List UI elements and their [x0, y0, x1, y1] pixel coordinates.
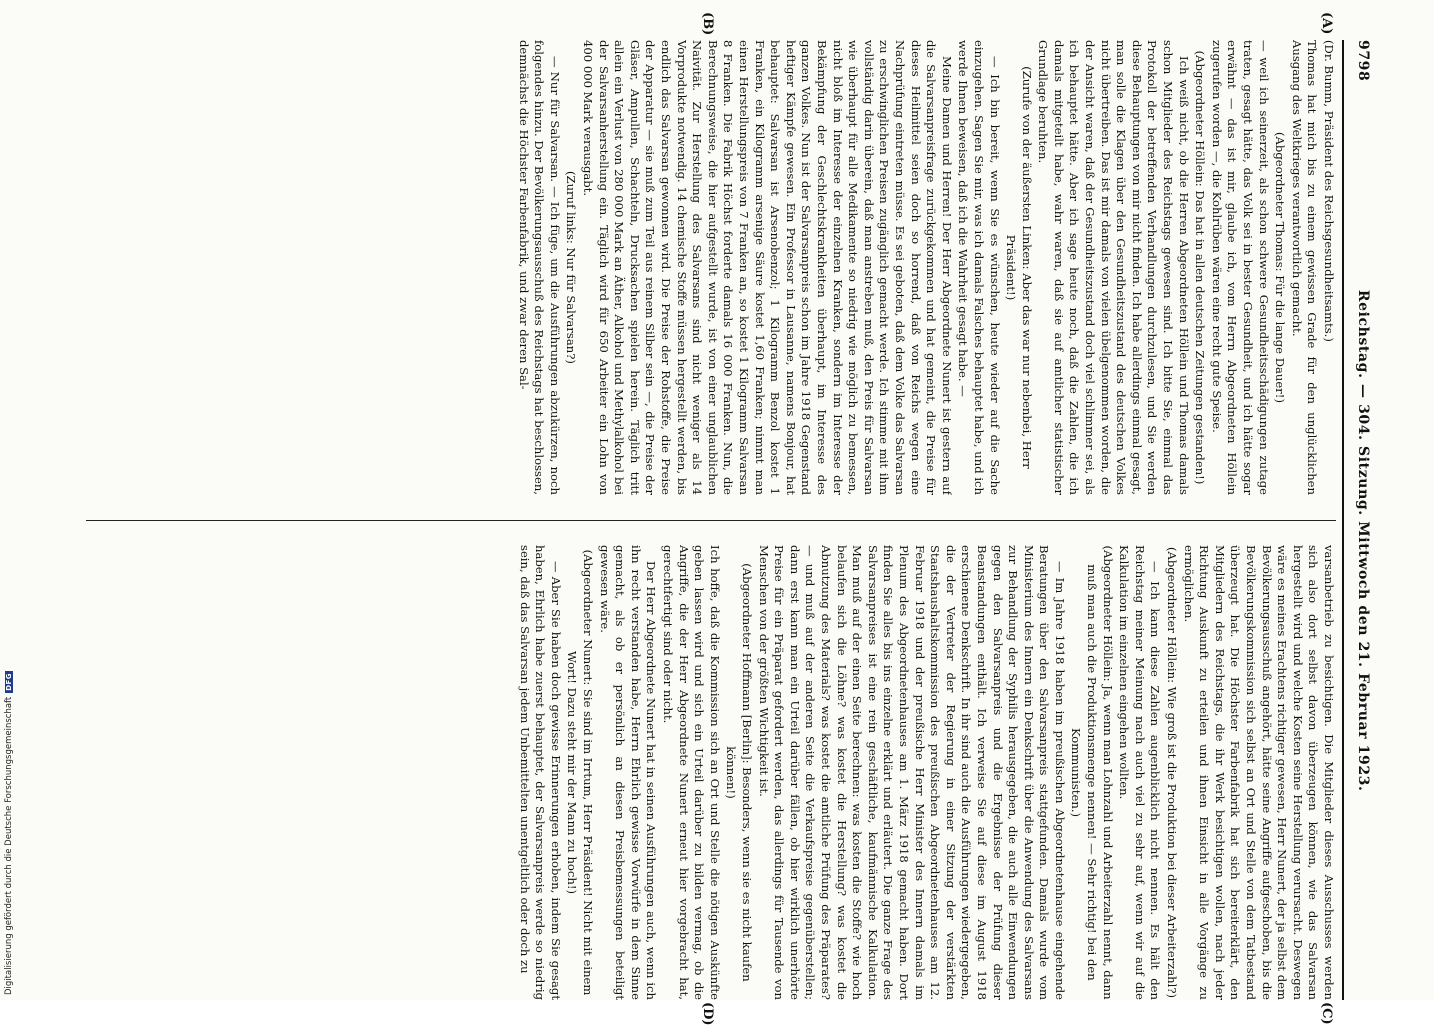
digitization-credit-text: Digitalisierung gefördert durch die Deutsche Forschungsgemeinschaft: [4, 696, 14, 995]
right-column-paragraph: — Ich kann diese Zahlen augenblicklich nicht nennen. Es hält den Reichstag meiner Meinung nach auch viel zu sehr auf, wenn wir auf die Kalkulation im einzelnen eingehen wollten.: [1117, 545, 1163, 1000]
right-column-paragraph: Ich hoffe, daß die Kommission sich an Ort und Stelle die nötigen Auskünfte geben lassen wird und sich ein Urteil darüber zu bilden vermag, ob die Angriffe, die der Herr Abgeordnete Nunert erneut hier vorgebracht hat, gerechtfertigt sind oder nicht.: [661, 545, 722, 1000]
digitization-credit: [4, 671, 14, 995]
margin-mark-b: (B): [700, 12, 715, 36]
left-column-paragraph: (Dr. Bumm, Präsident des Reichsgesundheitsamts.): [1322, 40, 1336, 342]
right-column-paragraph: — Aber Sie haben doch gewisse Erinnerungen erhoben, indem Sie gesagt haben, Ehrlich habe zuerst behauptet, der Salvarsanpreis werde so niedrig sein, daß das Salvarsan jedem Unbemittelten unentgeltlich oder doch zu: [517, 545, 563, 1000]
left-column-paragraph: (Abgeordneter Thomas: Für die lange Dauer!): [1273, 132, 1288, 403]
left-text-column: [76, 40, 1336, 495]
right-column-paragraph: — Im Jahre 1918 haben im preußischen Abgeordnetenhause eingehende Beratungen über den Salvarsanpreis stattgefunden. Damals wurde vom Ministerium des Innern ein Denkschrift über die Anwendung des Salvarsans zur Behandlung der Syphilis herausgegeben, die auch alle Einwendungen gegen den Salvarsanpreis und die Ergebnisse der Prüfung dieser Beanstandungen enthält. Ich verweise Sie auf diese im August 1918 erschienene Denkschrift. In ihr sind auch die Ausführungen wiedergegeben, die der Vertreter der Regierung in einer Sitzung der verstärkten Staatshaushaltskommission des preußischen Abgeordnetenhauses am 12. Februar 1918 und der preußische Herr Minister des Innern damals im Plenum des Abgeordnetenhauses am 1. März 1918 gemacht haben. Dort finden Sie alles bis ins einzelne erklärt und erläutert. Die ganze Frage des Salvarsanpreises ist eine rein geschäftliche, kaufmännische Kalkulation. Man muß auf der einen Seite berechnen: was kosten die Stoffe? wie hoch belaufen sich die Löhne? was kostet die Herstellung? was kostet die Abnutzung des Materials? was kostet die amtliche Prüfung des Präparates? — und muß auf der anderen Seite die Verkaufspreise gegenüberstellen; dann erst kann man ein Urteil darüber fällen, ob hier wirklich unerhörte Preise für ein Präparat gefordert werden, das allerdings für Tausende von Menschen von der größten Wichtigkeit ist.: [756, 545, 1067, 1000]
right-column-paragraph: Der Herr Abgeordnete Nunert hat in seinen Ausführungen auch, wenn ich ihn recht verstanden habe, Herrn Ehrlich gewisse Vorwürfe in dem Sinne gemacht, als ob er persönlich an diesen Preisbemessungen beteiligt gewesen wäre.: [597, 545, 659, 1000]
dfg-logo: DFG: [5, 672, 13, 691]
margin-mark-d: (D): [700, 1002, 715, 1026]
left-column-paragraph: Ich weiß nicht, ob die Herren Abgeordneten Höllein und Thomas damals schon Mitglieder des Reichstags gewesen sind. Ich bitte Sie, einmal das Protokoll der betreffenden Verhandlungen durchzulesen, und Sie werden diese Behauptungen von mir nicht finden. Ich habe allerdings einmal gesagt, man solle die Klagen über den Gesundheitszustand des deutschen Volkes nicht übertreiben. Das ist mir damals von vielen übelgenommen worden, die der Ansicht waren, daß der Gesundheitszustand doch viel schlimmer sei, als ich behauptet hätte. Aber ich sage heute noch, daß die Zahlen, die ich damals mitgeteilt habe, wahr waren, daß sie auf amtlicher statistischer Grundlage beruhten.: [1036, 40, 1191, 495]
left-column-paragraph: (Abgeordneter Höllein: Das hat in allen deutschen Zeitungen gestanden!): [1193, 50, 1208, 485]
header-rule: [1342, 40, 1344, 1000]
left-column-paragraph: (Zuruf links: Nur für Salvarsan?): [564, 171, 579, 364]
right-text-column: [76, 545, 1336, 1000]
right-column-paragraph: varsanbetrieb zu besichtigen. Die Mitglieder dieses Ausschusses werden sich also dort selbst davon überzeugen können, wie das Salvarsan hergestellt wird und welche Kosten seine Herstellung verursacht. Deswegen wäre es meines Erachtens richtiger gewesen, Herr Nunert, der ja selbst dem Bevölkerungsausschuß angehört, hätte seine Angriffe aufgeschoben, bis die Bevölkerungskommission sich selbst an Ort und Stelle von dem Tatbestand überzeugt hat. Die Höchster Farbenfabrik hat sich bereiterklärt, den Mitgliedern des Reichstags, die ihr Werk besichtigen wollen, nach jeder Richtung Auskunft zu erteilen und ihnen Einsicht in alle Vorgänge zu ermöglichen.: [1181, 545, 1336, 1000]
rotated-page: [70, 12, 1371, 1026]
page-header: [1348, 40, 1370, 1000]
column-divider: [86, 520, 1336, 521]
right-column-paragraph: (Abgeordneter Höllein: Ja, wenn man Lohnzahl und Arbeiterzahl nennt, dann muß man auch die Produktionsmenge nennen! — Sehr richtig! bei den Kommunisten.): [1069, 545, 1115, 1000]
page-number: 9798: [1355, 40, 1371, 82]
right-column-paragraph: (Abgeordneter Nunert: Sie sind im Irrtum, Herr Präsident! Nicht mit einem Wort! Dazu steht mir der Mann zu hoch!): [565, 549, 596, 996]
margin-mark-a: (A): [1319, 12, 1334, 35]
right-column-paragraph: (Abgeordneter Höllein: Wie groß ist die Produktion bei dieser Arbeiterzahl?): [1165, 546, 1180, 999]
left-column-paragraph: — Ich bin bereit, wenn Sie es wünschen, heute wieder auf die Sache einzugehen. Sagen Sie mir, was ich damals Falsches behauptet habe, und ich werde Ihnen beweisen, daß ich die Wahrheit gesagt habe. —: [956, 40, 1002, 495]
right-column-paragraph: (Abgeordneter Hoffmann [Berlin]: Besonders, wenn sie es nicht kaufen können!): [724, 563, 755, 982]
left-column-paragraph: — weil ich seinerzeit, als schon schwere Gesundheitsschädigungen zutage traten, gesagt hätte, das Volk sei in bester Gesundheit, und ich hätte sogar erwähnt — das ist mir, glaube ich, vom Herrn Abgeordneten Höllein zugerufen worden —, die Kohlrüben wären eine recht gute Speise.: [1209, 40, 1271, 495]
left-column-paragraph: Thomas hat mich bis zu einem gewissen Grade für den unglücklichen Ausgang des Weltkrieges verantwortlich gemacht.: [1289, 40, 1320, 495]
left-column-paragraph: — Nur für Salvarsan. — Ich füge, um die Ausführungen abzukürzen, noch folgendes hinzu. Der Bevölkerungsausschuß des Reichstags hat beschlossen, demnächst die Höchster Farbenfabrik, und zwar deren Sal-: [516, 40, 562, 495]
left-column-paragraph: Meine Damen und Herren! Der Herr Abgeordnete Nunert ist gestern auf die Salvarsanpreisfrage zurückgekommen und hat gemeint, die Preise für dieses Heilmittel seien doch so horrend, daß von Reichs wegen eine Nachprüfung eintreten müsse. Es sei geboten, daß dem Volke das Salvarsan zu erschwinglichen Preisen zugänglich gemacht werde. Ich stimme mit ihm vollständig darin überein, daß man anstreben muß, den Preis für Salvarsan wie überhaupt für alle Medikamente so niedrig wie möglich zu bemessen, nicht bloß im Interesse der einzelnen Kranken, sondern im Interesse der Bekämpfung der Geschlechtskrankheiten überhaupt, im Interesse des ganzen Volkes. Nun ist der Salvarsanpreis schon im Jahre 1918 Gegenstand heftiger Kämpfe gewesen. Ein Professor in Lausanne, namens Bonjour, hat behauptet: Salvarsan ist Arsenobenzol; 1 Kilogramm Benzol kostet 1 Franken, ein Kilogramm arsenige Säure kostet 1,60 Franken; nimmt man einen Herstellungspreis von 7 Franken an, so kostet 1 Kilogramm Salvarsan 8 Franken. Die Fabrik Höchst forderte damals 16 000 Franken. Nun, die Berechnungsweise, die hier aufgestellt wurde, ist von einer unglaublichen Naivität. Zur Herstellung des Salvarsans sind nicht weniger als 14 Vorprodukte notwendig. 14 chemische Stoffe müssen hergestellt werden, bis endlich das Salvarsan gewonnen wird. Die Preise der Rohstoffe, die Preise der Apparatur — sie muß zum Teil aus reinem Silber sein —, die Preise der Gläser, Ampullen, Schachteln, Drucksachen spielen herein. Täglich tritt allein ein Verlust von 280 000 Mark an Äther, Alkohol und Methylalkohol bei der Salvarsanherstellung ein. Täglich wird für 650 Arbeiter ein Lohn von 400 000 Mark verausgabt.: [581, 40, 954, 495]
page-title: Reichstag. — 304. Sitzung. Mittwoch den 21. Februar 1923.: [1355, 289, 1371, 792]
margin-mark-c: (C): [1319, 1002, 1334, 1025]
left-column-paragraph: (Zurufe von der äußersten Linken: Aber das war nur nebenbei, Herr Präsident!): [1004, 66, 1034, 469]
